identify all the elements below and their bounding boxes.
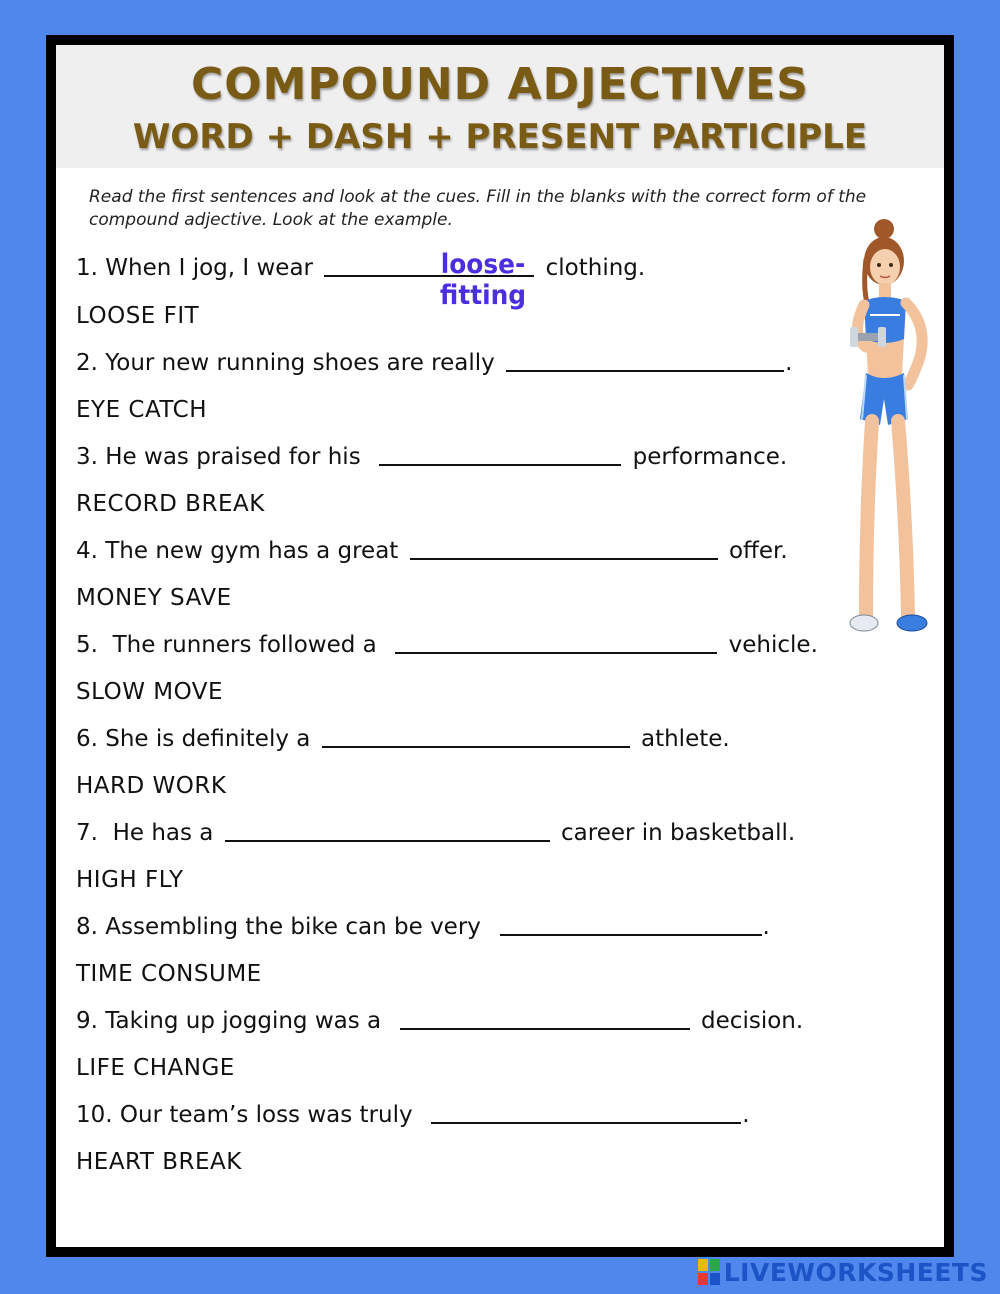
- liveworksheets-logo[interactable]: [698, 1257, 988, 1287]
- question-9: [76, 1008, 803, 1034]
- answer-blank-5[interactable]: [395, 632, 717, 654]
- question-8-end: .: [762, 914, 770, 940]
- instructions-text: Read the first sentences and look at the cues. Fill in the blanks with the correct form of the compound adjective. Look at the example.: [89, 187, 867, 230]
- cue-9: LIFE CHANGE: [76, 1055, 235, 1081]
- worksheet-page: [56, 45, 944, 1247]
- question-8-text: 8. Assembling the bike can be very: [76, 914, 489, 940]
- cue-6: HARD WORK: [76, 773, 227, 799]
- question-6-text: 6. She is definitely a: [76, 726, 311, 752]
- question-3-end: performance.: [632, 444, 788, 470]
- athlete-illustration: [836, 215, 946, 635]
- question-5-end: vehicle.: [728, 632, 818, 658]
- cue-1: LOOSE FIT: [76, 303, 200, 329]
- cue-4: MONEY SAVE: [76, 585, 232, 611]
- question-3: [76, 444, 787, 470]
- question-2-end: .: [785, 350, 793, 376]
- cue-7: HIGH FLY: [76, 867, 184, 893]
- cue-8: TIME CONSUME: [76, 961, 262, 987]
- example-answer: loose-fitting: [439, 249, 527, 311]
- question-5: [76, 632, 818, 658]
- answer-blank-10[interactable]: [431, 1102, 741, 1124]
- question-7: [76, 820, 795, 846]
- question-1-text: 1. When I jog, I wear: [76, 255, 313, 281]
- answer-blank-6[interactable]: [322, 726, 630, 748]
- question-3-text: 3. He was praised for his: [76, 444, 368, 470]
- answer-blank-3[interactable]: [379, 444, 621, 466]
- answer-blank-2[interactable]: [506, 350, 784, 372]
- answer-blank-9[interactable]: [400, 1008, 690, 1030]
- page-subtitle: WORD + DASH + PRESENT PARTICIPLE: [132, 117, 868, 157]
- question-8: [76, 914, 770, 940]
- question-2-text: 2. Your new running shoes are really: [76, 350, 495, 376]
- question-9-end: decision.: [701, 1008, 804, 1034]
- answer-blank-7[interactable]: [225, 820, 550, 842]
- answer-blank-4[interactable]: [410, 538, 718, 560]
- liveworksheets-logo-icon: [698, 1259, 720, 1285]
- page-title: COMPOUND ADJECTIVES: [190, 59, 809, 110]
- cue-2: EYE CATCH: [76, 397, 207, 423]
- cue-3: RECORD BREAK: [76, 491, 265, 517]
- question-7-end: career in basketball.: [561, 820, 796, 846]
- question-2: [76, 350, 792, 376]
- answer-blank-8[interactable]: [500, 914, 762, 936]
- question-6: [76, 726, 730, 752]
- question-1-end: clothing.: [545, 255, 646, 281]
- cue-5: SLOW MOVE: [76, 679, 224, 705]
- question-6-end: athlete.: [640, 726, 730, 752]
- question-10-end: .: [742, 1102, 750, 1128]
- question-10: [76, 1102, 750, 1128]
- question-9-text: 9. Taking up jogging was a: [76, 1008, 389, 1034]
- question-4: [76, 538, 788, 564]
- question-7-text: 7. He has a: [76, 820, 214, 846]
- question-4-end: offer.: [728, 538, 788, 564]
- cue-10: HEART BREAK: [76, 1149, 242, 1175]
- question-4-text: 4. The new gym has a great: [76, 538, 399, 564]
- question-5-text: 5. The runners followed a: [76, 632, 385, 658]
- question-10-text: 10. Our team’s loss was truly: [76, 1102, 420, 1128]
- watermark-text: LIVEWORKSHEETS: [723, 1257, 988, 1287]
- title-banner: [56, 45, 944, 168]
